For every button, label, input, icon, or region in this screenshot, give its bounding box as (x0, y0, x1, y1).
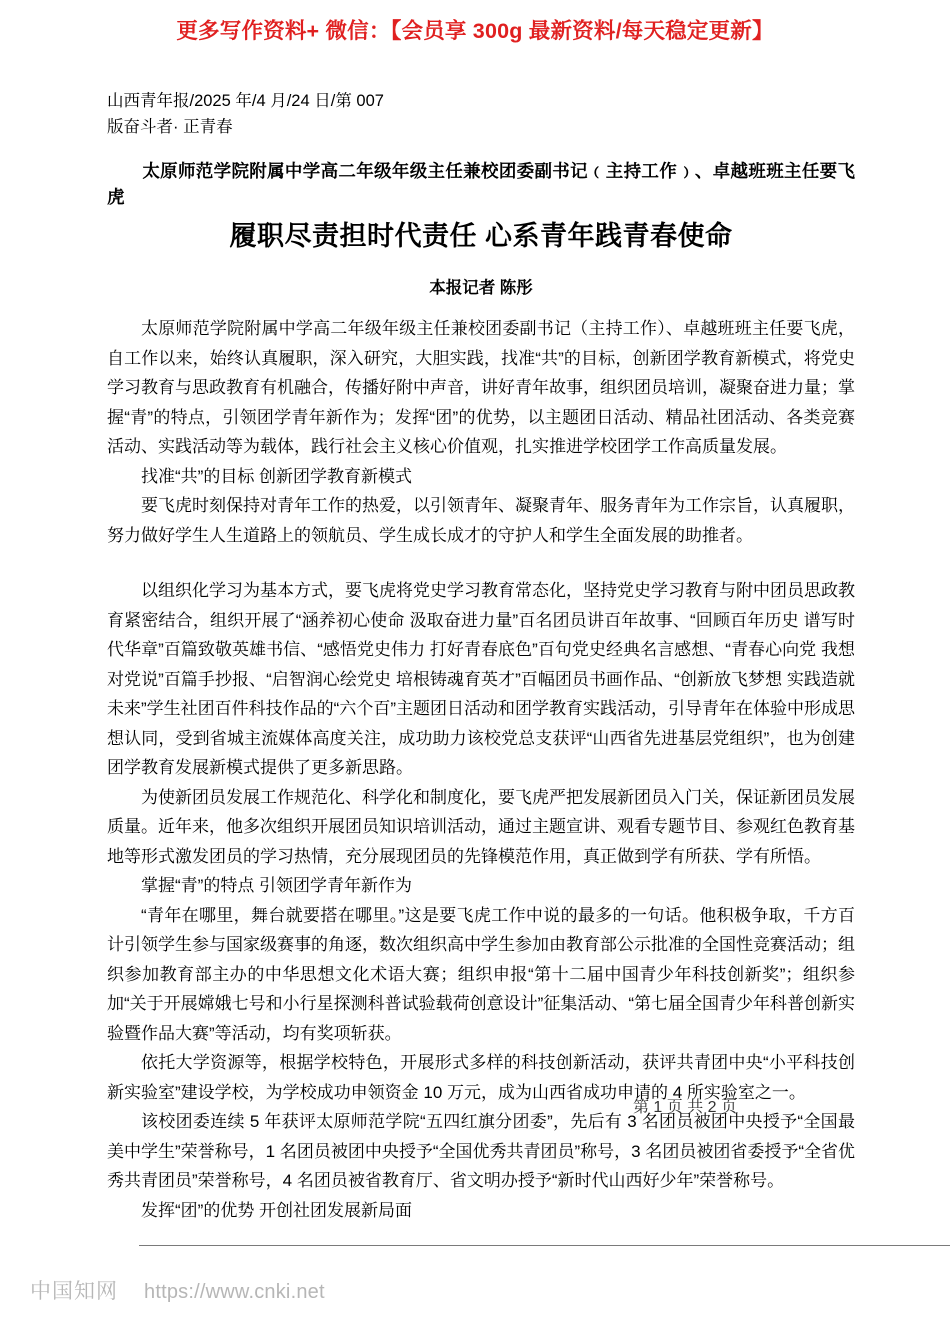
promo-banner: 更多写作资料+ 微信：【会员享 300g 最新资料/每天稳定更新】 (176, 19, 774, 43)
subheading: 发挥“团”的优势 开创社团发展新局面 (141, 1200, 413, 1220)
paragraph: 依托大学资源等，根据学校特色，开展形式多样的科技创新活动，获评共青团中央“小平科技创新实验室”建设学校，为学校成功申领资金 10 万元，成为山西省成功申请的 4 所实验室之一。 (107, 1053, 855, 1102)
page-number (0, 1094, 950, 1117)
footer-divider (139, 1245, 950, 1246)
subheading: 找准“共”的目标 创新团学教育新模式 (141, 466, 413, 486)
masthead (107, 88, 855, 140)
cnki-watermark (30, 1275, 325, 1305)
paragraph: 以组织化学习为基本方式，要飞虎将党史学习教育常态化，坚持党史学习教育与附中团员思政教育紧密结合，组织开展了“涵养初心使命 汲取奋进力量”百名团员讲百年故事、“回顾百年历史 谱写时代华章”百篇致敬英雄书信、“感悟党史伟力 打好青春底色”百句党史经典名言感想、“青春心向党 我想对党说”百篇手抄报、“启智润心绘党史 培根铸魂育英才”百幅团员书画作品、“创新放飞梦想 实践造就未来”学生社团百件科技作品的“六个百”主题团日活动和团学教育实践活动，引导青年在体验中形成思想认同，受到省城主流媒体高度关注，成功助力该校党总支获评“山西省先进基层党组织”，也为创建团学教育发展新模式提供了更多新思路。 (107, 581, 855, 778)
masthead-line-2: 版奋斗者· 正青春 (107, 118, 233, 136)
page-title: 履职尽责担时代责任 心系青年践青春使命 (229, 221, 733, 251)
byline: 本报记者 陈彤 (429, 279, 533, 298)
paragraph: 该校团委连续 5 年获评太原师范学院“五四红旗分团委”，先后有 3 名团员被团中央授予“全国最美中学生”荣誉称号，1 名团员被团中央授予“全国优秀共青团员”称号，3 名团员被团省委授予“全省优秀共青团员”荣誉称号，4 名团员被省教育厅、省文明办授予“新时代山西好少年”荣誉称号。 (107, 1112, 855, 1191)
watermark-name: 中国知网 (30, 1280, 118, 1303)
watermark-url: https://www.cnki.net (144, 1281, 325, 1303)
article-content (107, 88, 855, 1225)
paragraph: 为使新团员发展工作规范化、科学化和制度化，要飞虎严把发展新团员入门关，保证新团员发展质量。近年来，他多次组织开展团员知识培训活动，通过主题宣讲、观看专题节目、参观红色教育基地等形式激发团员的学习热情，充分展现团员的先锋模范作用，真正做到学有所获、学有所悟。 (107, 787, 855, 866)
article-kicker (107, 158, 855, 210)
masthead-line-1: 山西青年报/2025 年/4 月/24 日/第 007 (107, 92, 384, 110)
paragraph: “青年在哪里，舞台就要搭在哪里。”这是要飞虎工作中说的最多的一句话。他积极争取，千方百计引领学生参与国家级赛事的角逐，数次组织高中学生参加由教育部公示批准的全国性竞赛活动；组织参加教育部主办的中华思想文化术语大赛；组织申报“第十二届中国青少年科技创新奖”；组织参加“关于开展嫦娥七号和小行星探测科普试验载荷创意设计”征集活动、“第七届全国青少年科普创新实验暨作品大赛”等活动，均有奖项斩获。 (107, 905, 855, 1043)
subheading: 掌握“青”的特点 引领团学青年新作为 (141, 876, 413, 896)
page-number-text: 第 1 页 共 2 页 (632, 1099, 738, 1116)
paragraph: 太原师范学院附属中学高二年级年级主任兼校团委副书记（主持工作）、卓越班班主任要飞虎，自工作以来，始终认真履职，深入研究，大胆实践，找准“共”的目标，创新团学教育新模式，将党史学习教育与思政教育有机融合，传播好附中声音，讲好青年故事，组织团员培训，凝聚奋进力量；掌握“青”的特点，引领团学青年新作为；发挥“团”的优势，以主题团日活动、精品社团活动、各类竞赛活动、实践活动等为载体，践行社会主义核心价值观，扎实推进学校团学工作高质量发展。 (107, 319, 855, 457)
article-body (107, 314, 855, 1225)
kicker-text: 太原师范学院附属中学高二年级年级主任兼校团委副书记﹙主持工作﹚、卓越班班主任要飞虎 (107, 161, 855, 207)
paragraph: 要飞虎时刻保持对青年工作的热爱，以引领青年、凝聚青年、服务青年为工作宗旨，认真履职，努力做好学生人生道路上的领航员、学生成长成才的守护人和学生全面发展的助推者。 (107, 496, 855, 545)
